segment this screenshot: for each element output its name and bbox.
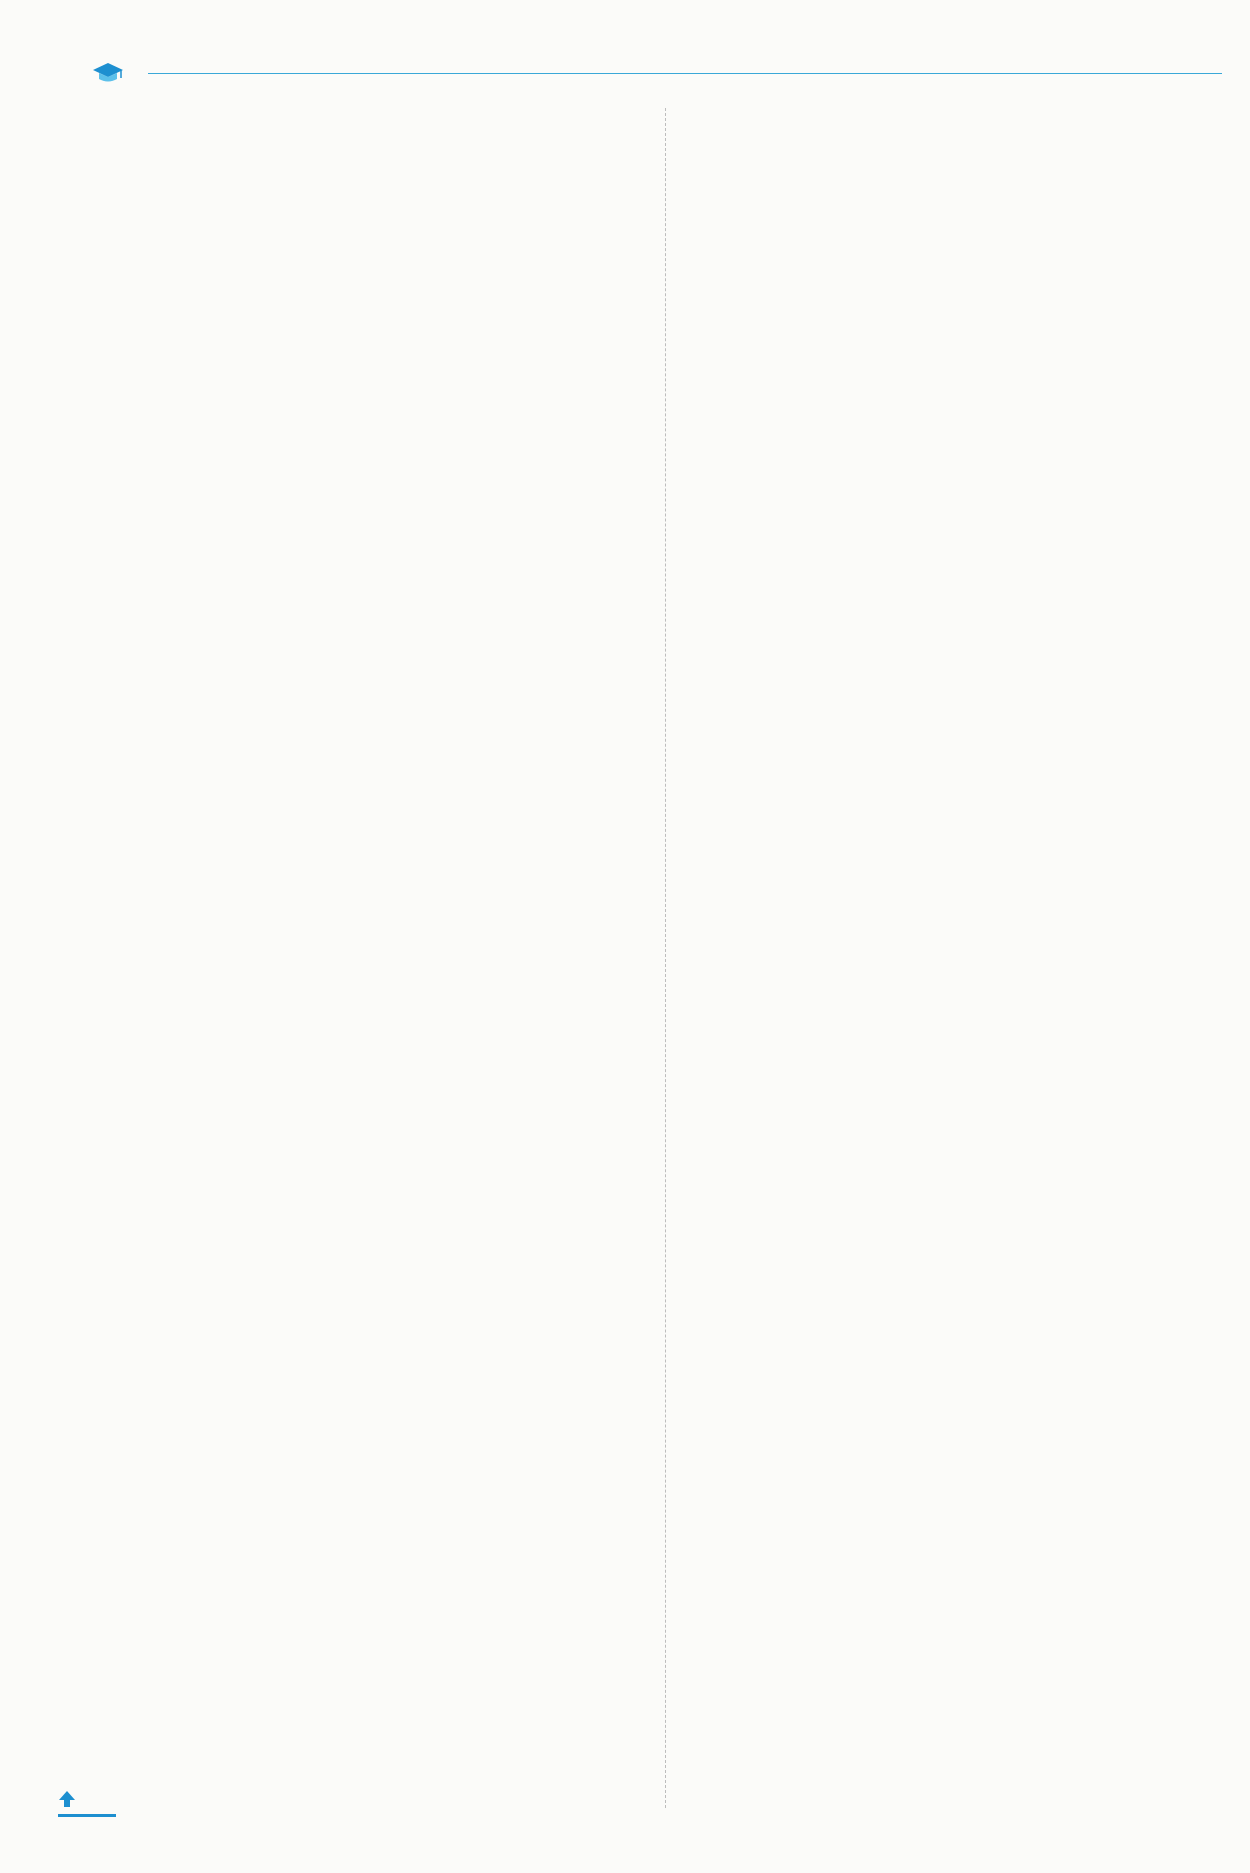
page-header xyxy=(92,58,1222,88)
graduation-cap-icon xyxy=(92,60,124,86)
header-rule xyxy=(148,73,1222,74)
column-divider xyxy=(665,108,666,1808)
up-arrow-icon xyxy=(58,1790,76,1808)
page-number xyxy=(58,1790,79,1808)
